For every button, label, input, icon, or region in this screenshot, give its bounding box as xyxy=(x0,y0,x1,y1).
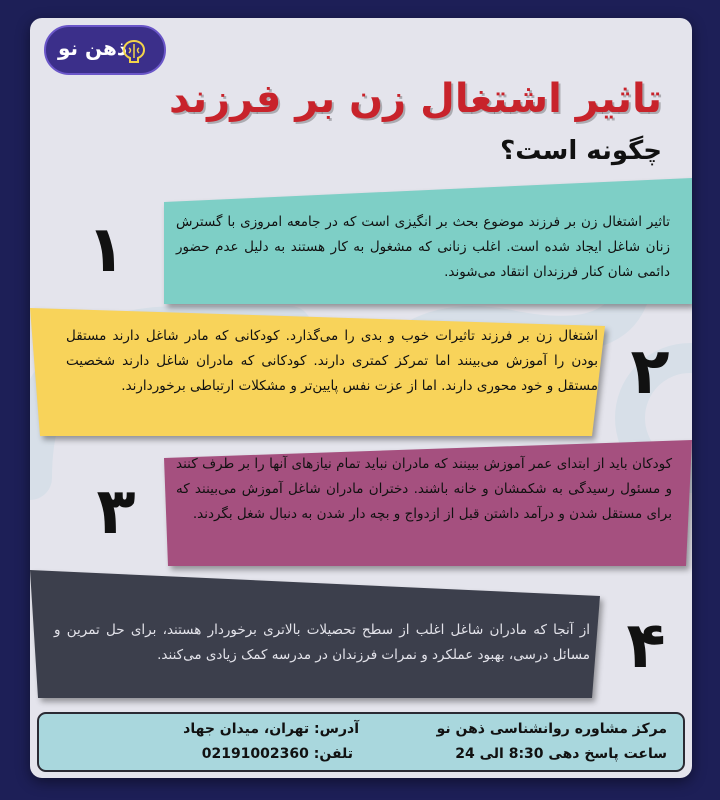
panel-1-text: تاثیر اشتغال زن بر فرزند موضوع بحث بر انگیزی است که در جامعه امروزی با گسترش زنان شاغل ایجاد شده است. اغلب زنانی که مشغول به کار هستند به دلیل عدم حضور دائمی شان کنار فرزندان انتقاد می‌شوند. xyxy=(176,214,670,280)
panel-1-number: ۱ xyxy=(86,213,126,287)
logo-text: ذهن نو xyxy=(58,36,128,60)
phone-text: تلفن: 02191002360 xyxy=(201,746,353,762)
infographic-card xyxy=(30,18,692,778)
working-hours: ساعت پاسخ دهی 8:30 الی 24 xyxy=(455,746,667,762)
page-subtitle: چگونه است؟ xyxy=(500,136,662,166)
panel-4-text: از آنجا که مادران شاغل اغلب از سطح تحصیلات بالاتری برخوردار هستند، برای حل تمرین و مسائل درسی، بهبود عملکرد و نمرات فرزندان در مدرسه کمک زیادی می‌کنند. xyxy=(54,622,590,663)
panel-2-text: اشتغال زن بر فرزند تاثیرات خوب و بدی را می‌گذارد. کودکانی که مادر شاغل دارند مستقل بودن را آموزش می‌بینند اما تمرکز کمتری دارند. کودکانی که مادران شاغل دارند شخصیت مستقل و خود محوری دارند. اما از عزت نفس پایین‌تر و مشکلات ارتباطی برخوردارند. xyxy=(66,328,598,394)
address-text: آدرس: تهران، میدان جهاد xyxy=(183,721,359,737)
brain-icon xyxy=(120,38,148,64)
contact-footer xyxy=(37,712,685,772)
panel-4-number: ۴ xyxy=(626,609,666,683)
brand-logo xyxy=(44,25,166,75)
panel-3-text: کودکان باید از ابتدای عمر آموزش ببینند که مادران نباید تمام نیازهای آنها را بر طرف کنند و مسئول رسیدگی به شکمشان و خانه باشند. دختران مادران شاغل آموزش می‌بینند که برای مستقل شدن و درآمد داشتن قبل از ازدواج و بچه دار شدن به دنبال شغل بگردند. xyxy=(176,456,672,522)
page-title: تاثیر اشتغال زن بر فرزند xyxy=(169,76,662,122)
panel-2-number: ۲ xyxy=(630,335,670,409)
center-name: مرکز مشاوره روانشناسی ذهن نو xyxy=(436,721,667,737)
panel-3-number: ۳ xyxy=(96,475,136,549)
